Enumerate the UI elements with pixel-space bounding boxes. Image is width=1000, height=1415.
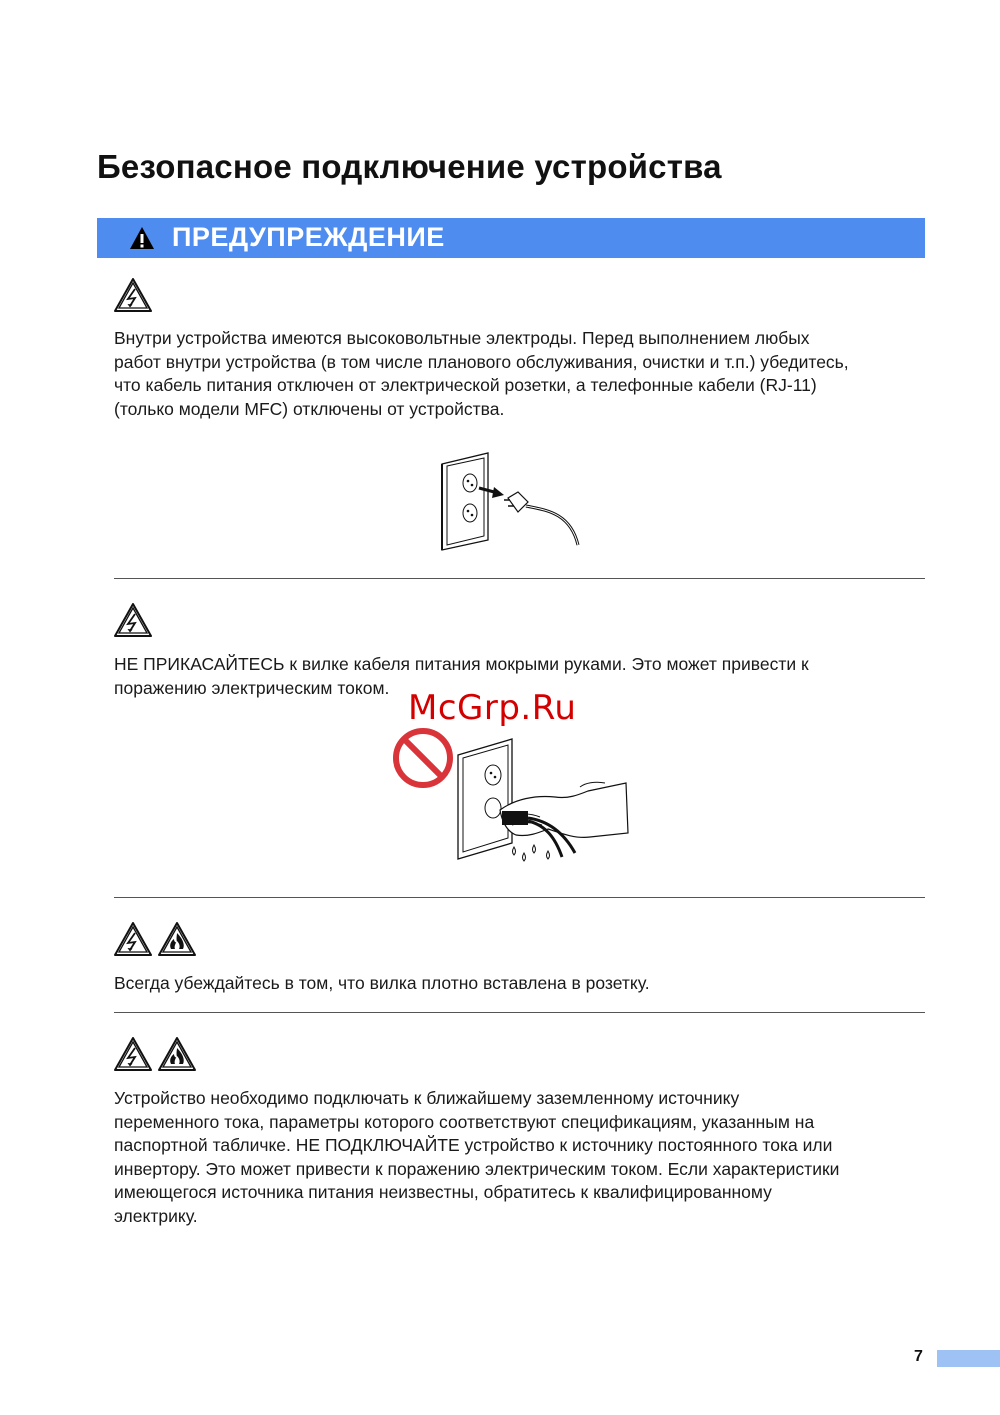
warning-triangle-icon: [129, 226, 155, 250]
section-divider: [114, 897, 925, 898]
section-divider: [114, 578, 925, 579]
fire-hazard-icon: [157, 921, 197, 957]
warning-banner: [97, 218, 925, 258]
watermark: McGrp.Ru: [408, 688, 577, 728]
electrical-hazard-icon: [113, 921, 153, 957]
wet-hands-illustration: [390, 725, 635, 870]
unplug-illustration: [430, 450, 590, 555]
page-number: 7: [914, 1348, 923, 1365]
electrical-hazard-icon: [113, 277, 153, 313]
section-1-text: Внутри устройства имеются высоковольтные электроды. Перед выполнением любых работ внутри устройства (в том числе планового обслуживания, очистки и т.п.) убедитесь, что кабель питания отключен от электрической розетки, а телефонные кабели (RJ-11) (только модели MFC) отключены от устройства.: [114, 328, 849, 419]
section-divider: [114, 1012, 925, 1013]
fire-hazard-icon: [157, 1036, 197, 1072]
page-tab: [937, 1350, 1000, 1367]
page-title: Безопасное подключение устройства: [97, 148, 722, 185]
section-3-text: Всегда убеждайтесь в том, что вилка плотно вставлена в розетку.: [114, 973, 650, 993]
electrical-hazard-icon: [113, 602, 153, 638]
electrical-hazard-icon: [113, 1036, 153, 1072]
section-2-text: НЕ ПРИКАСАЙТЕСЬ к вилке кабеля питания мокрыми руками. Это может привести к поражению электрическим током.: [114, 654, 809, 698]
section-4-text: Устройство необходимо подключать к ближайшему заземленному источнику переменного тока, параметры которого соответствуют спецификациям, указанным на паспортной табличке. НЕ ПОДКЛЮЧАЙТЕ устройство к источнику постоянного тока или инвертору. Это может привести к поражению электрическим током. Если характеристики имеющегося источника питания неизвестны, обратитесь к квалифицированному электрику.: [114, 1088, 840, 1226]
warning-label: ПРЕДУПРЕЖДЕНИЕ: [172, 222, 445, 252]
